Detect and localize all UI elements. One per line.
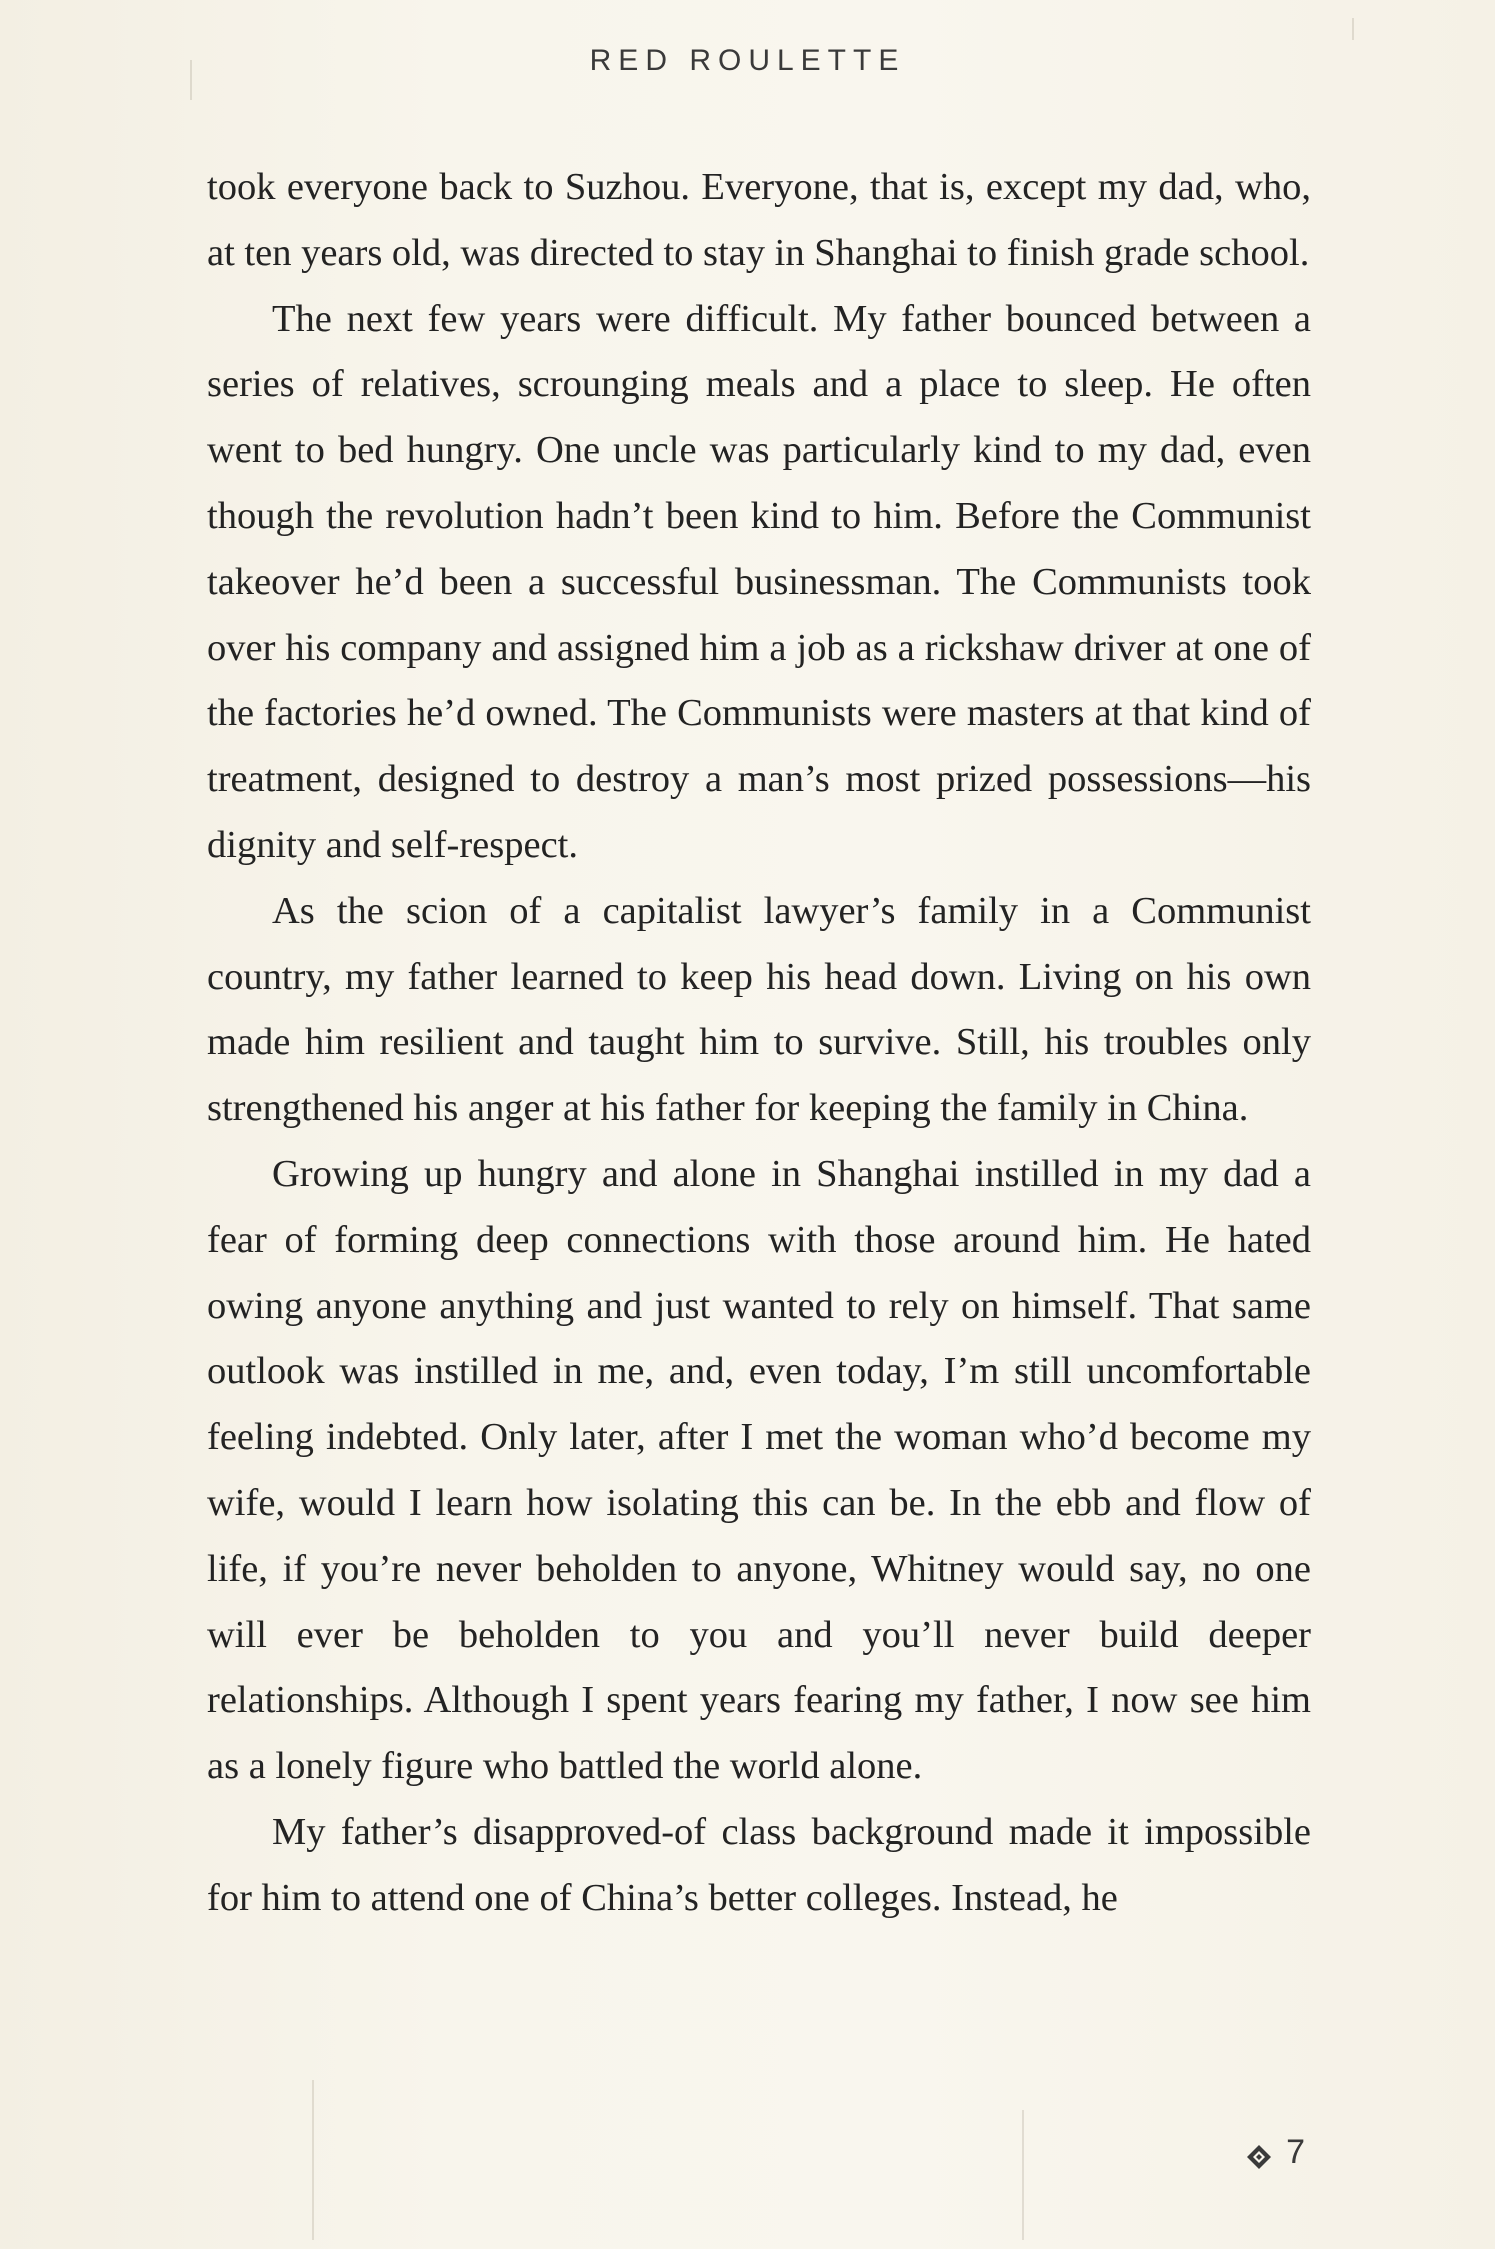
page-number: 7 [1286, 2133, 1305, 2171]
body-text [207, 155, 1311, 1932]
page-folio [1246, 2133, 1305, 2172]
running-head: RED ROULETTE [589, 44, 906, 77]
paragraph: My father’s disapproved-of class background made it impossible for him to attend one of China’s better colleges. Instead, he [207, 1810, 1311, 1919]
scan-artifact [312, 2080, 314, 2240]
scan-artifact [1352, 18, 1354, 40]
scan-artifact [1022, 2110, 1024, 2240]
paragraph: Growing up hungry and alone in Shanghai instilled in my dad a fear of forming deep connections with those around him. He hated owing anyone anything and just wanted to rely on himself. That same outlook was instilled in me, and, even today, I’m still uncomfortable feeling indebted. Only later, after I met the woman who’d become my wife, would I learn how isolating this can be. In the ebb and flow of life, if you’re never beholden to anyone, Whitney would say, no one will ever be beholden to you and you’ll never build deeper relationships. Although I spent years fearing my father, I now see him as a lonely figure who battled the world alone. [207, 1152, 1311, 1788]
paragraph: took everyone back to Suzhou. Everyone, that is, except my dad, who, at ten years old, was directed to stay in Shanghai to finish grade school. [207, 166, 1311, 274]
paragraph: As the scion of a capitalist lawyer’s family in a Communist country, my father learned to keep his head down. Living on his own made him resilient and taught him to survive. Still, his troubles only strengthened his anger at his father for keeping the family in China. [207, 889, 1311, 1130]
paragraph: The next few years were difficult. My father bounced between a series of relatives, scrounging meals and a place to sleep. He often went to bed hungry. One uncle was particularly kind to my dad, even though the revolution hadn’t been kind to him. Before the Communist takeover he’d been a successful businessman. The Communists took over his company and assigned him a job as a rickshaw driver at one of the factories he’d owned. The Communists were masters at that kind of treatment, designed to destroy a man’s most prized possessions—his dignity and self-respect. [207, 297, 1311, 866]
diamond-ornament-icon [1246, 2140, 1272, 2166]
